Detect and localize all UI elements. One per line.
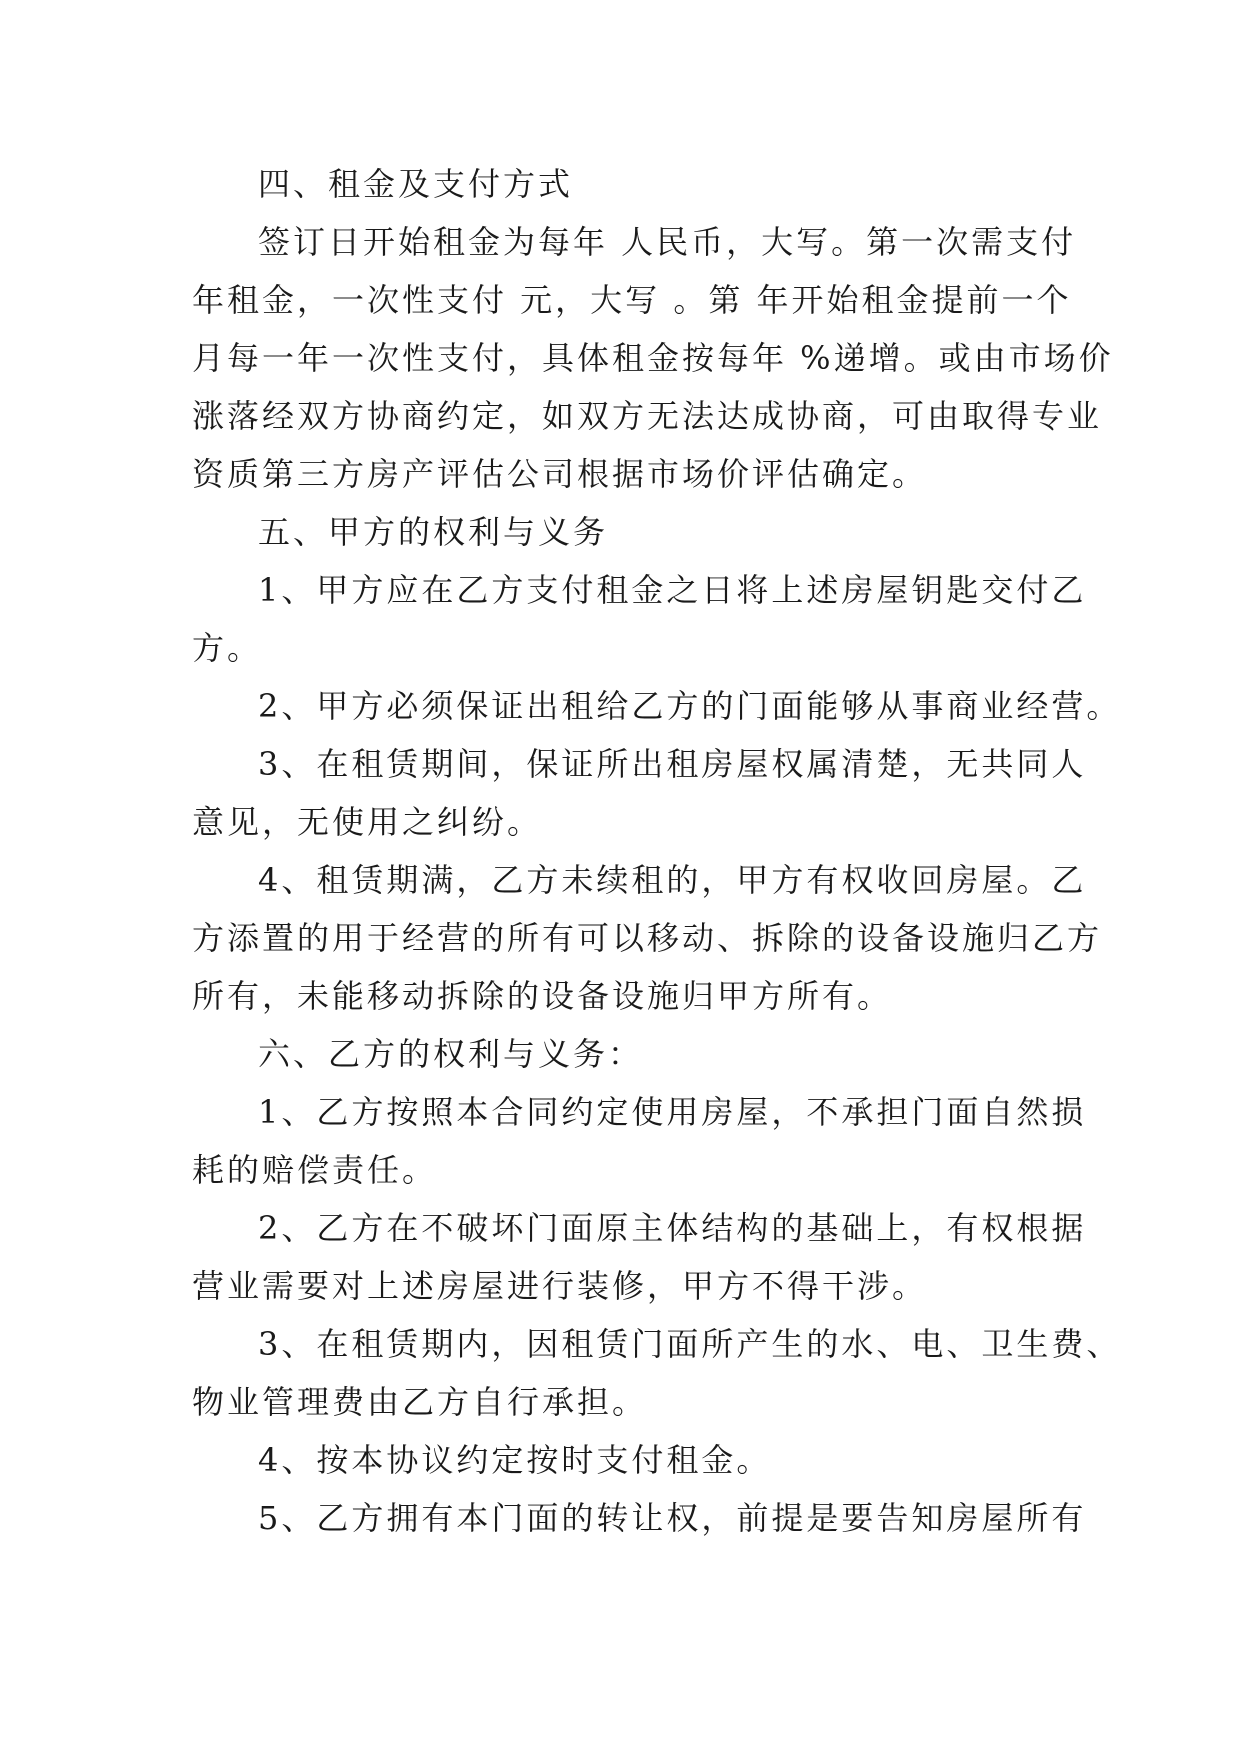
text-line: 2、甲方必须保证出租给乙方的门面能够从事商业经营。: [258, 687, 1122, 725]
text-line: 4、按本协议约定按时支付租金。: [258, 1441, 772, 1479]
text-line: 1、甲方应在乙方支付租金之日将上述房屋钥匙交付乙: [258, 571, 1087, 609]
text-line: 月每一年一次性支付，具体租金按每年 %递增。或由市场价: [192, 339, 1114, 377]
text-line: 所有，未能移动拆除的设备设施归甲方所有。: [192, 977, 893, 1015]
text-line: 年租金，一次性支付 元，大写 。第 年开始租金提前一个: [192, 281, 1072, 319]
text-line: 涨落经双方协商约定，如双方无法达成协商，可由取得专业: [192, 397, 1103, 435]
text-line: 签订日开始租金为每年 人民币，大写。第一次需支付: [258, 223, 1077, 261]
text-line: 意见，无使用之纠纷。: [192, 803, 543, 841]
text-line: 方添置的用于经营的所有可以移动、拆除的设备设施归乙方: [192, 919, 1103, 957]
text-line: 耗的赔偿责任。: [192, 1151, 438, 1189]
text-line: 3、在租赁期间，保证所出租房屋权属清楚，无共同人: [258, 745, 1087, 783]
text-line: 3、在租赁期内，因租赁门面所产生的水、电、卫生费、: [258, 1325, 1122, 1363]
heading-section-5: 五、甲方的权利与义务: [258, 513, 609, 551]
heading-section-6: 六、乙方的权利与义务：: [258, 1035, 644, 1073]
text-line: 2、乙方在不破坏门面原主体结构的基础上，有权根据: [258, 1209, 1087, 1247]
text-line: 营业需要对上述房屋进行装修，甲方不得干涉。: [192, 1267, 928, 1305]
text-line: 4、租赁期满，乙方未续租的，甲方有权收回房屋。乙: [258, 861, 1087, 899]
text-line: 1、乙方按照本合同约定使用房屋，不承担门面自然损: [258, 1093, 1087, 1131]
text-line: 资质第三方房产评估公司根据市场价评估确定。: [192, 455, 928, 493]
text-line: 物业管理费由乙方自行承担。: [192, 1383, 648, 1421]
text-line: 方。: [192, 629, 263, 667]
heading-section-4: 四、租金及支付方式: [258, 165, 574, 203]
text-line: 5、乙方拥有本门面的转让权，前提是要告知房屋所有: [258, 1499, 1087, 1537]
